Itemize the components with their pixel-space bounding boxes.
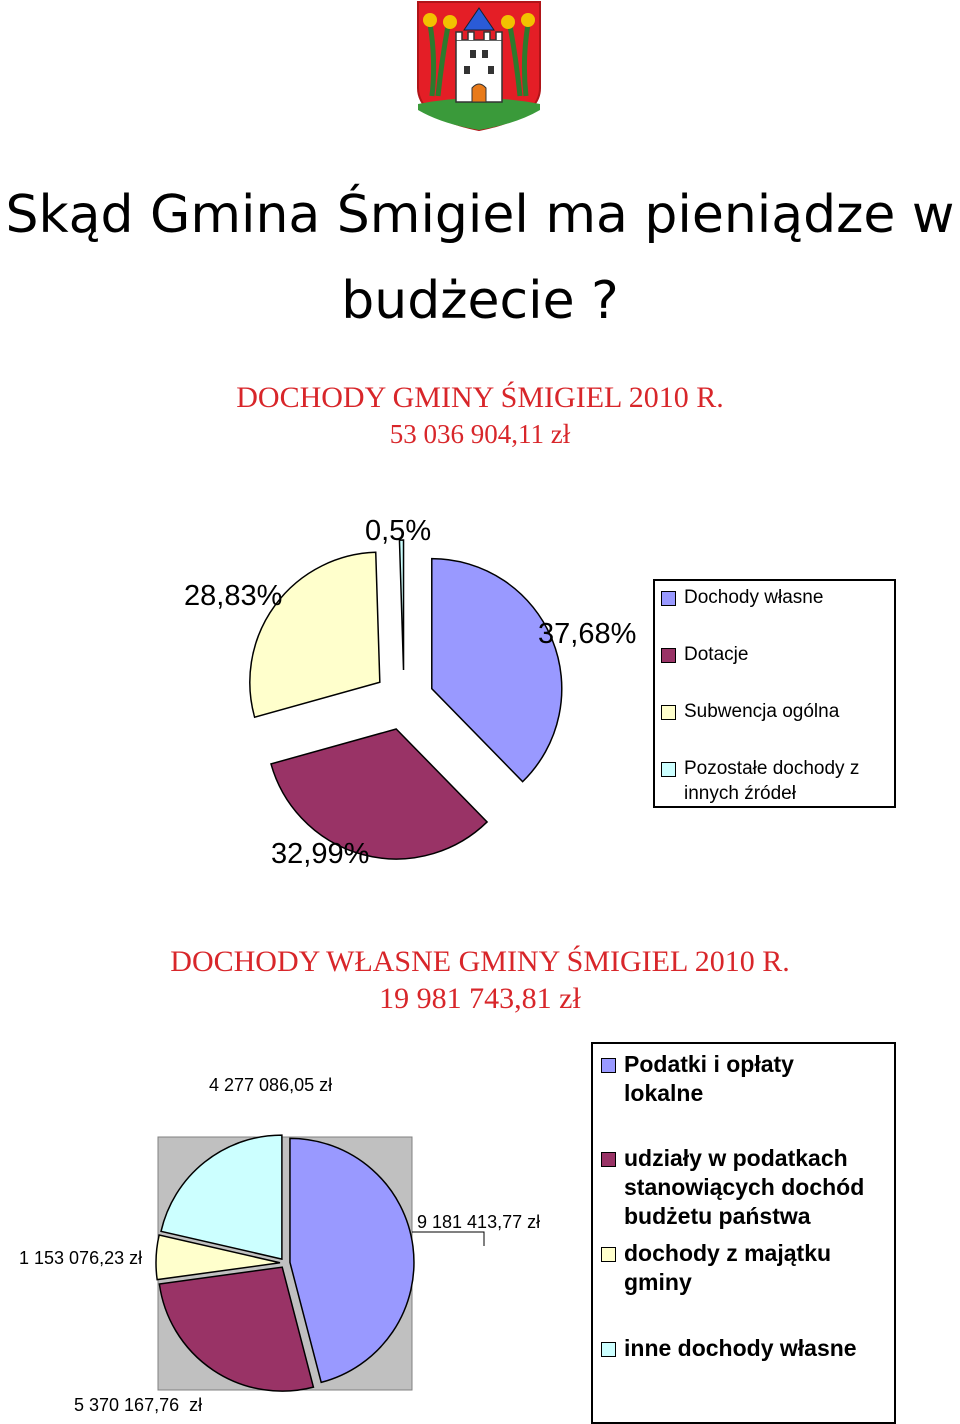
legend-swatch-icon — [601, 1247, 616, 1262]
chart1-label-subwencja: 28,83% — [184, 580, 283, 612]
chart2-label-majatek: 1 153 076,23 zł — [19, 1248, 143, 1268]
chart2-legend-item — [601, 1334, 857, 1363]
chart1-label-pozostale: 0,5% — [365, 515, 432, 547]
chart2-legend-item — [601, 1050, 794, 1108]
legend-label: Subwencja ogólna — [684, 701, 840, 722]
legend-swatch-icon — [601, 1342, 616, 1357]
legend-label: udziały w podatkach stanowiących dochód budżetu państwa — [624, 1145, 865, 1229]
legend-label: dochody z majątku gminy — [624, 1240, 832, 1295]
legend-swatch-icon — [601, 1152, 616, 1167]
page-title-line1: Skąd Gmina Śmigiel ma pieniądze w — [5, 185, 955, 245]
chart2-label-udzialy: 5 370 167,76 zł — [74, 1395, 203, 1415]
legend-label: inne dochody własne — [624, 1335, 857, 1361]
chart2-legend-item — [601, 1144, 864, 1231]
page-title-line2: budżecie ? — [341, 271, 619, 331]
legend-label: Podatki i opłaty lokalne — [624, 1051, 794, 1106]
legend-label: Dochody własne — [684, 587, 824, 608]
legend-label: Dotacje — [684, 644, 749, 665]
chart1-label-dotacje: 32,99% — [271, 838, 370, 870]
chart1-title: DOCHODY GMINY ŚMIGIEL 2010 R. — [236, 381, 724, 414]
chart2-legend — [591, 1042, 896, 1424]
chart2-legend-item — [601, 1239, 831, 1297]
legend-label: Pozostałe dochody z innych źródeł — [684, 758, 860, 804]
chart2-label-podatki: 9 181 413,77 zł — [417, 1212, 541, 1232]
chart2-leader-line — [412, 1232, 484, 1246]
chart1-subtitle: 53 036 904,11 zł — [389, 419, 571, 449]
chart2-label-inne: 4 277 086,05 zł — [209, 1075, 333, 1095]
legend-swatch-icon — [601, 1058, 616, 1073]
chart1-label-dochody-wlasne: 37,68% — [538, 618, 637, 650]
chart2-subtitle: 19 981 743,81 zł — [379, 982, 581, 1015]
chart2-title: DOCHODY WŁASNE GMINY ŚMIGIEL 2010 R. — [170, 945, 790, 978]
